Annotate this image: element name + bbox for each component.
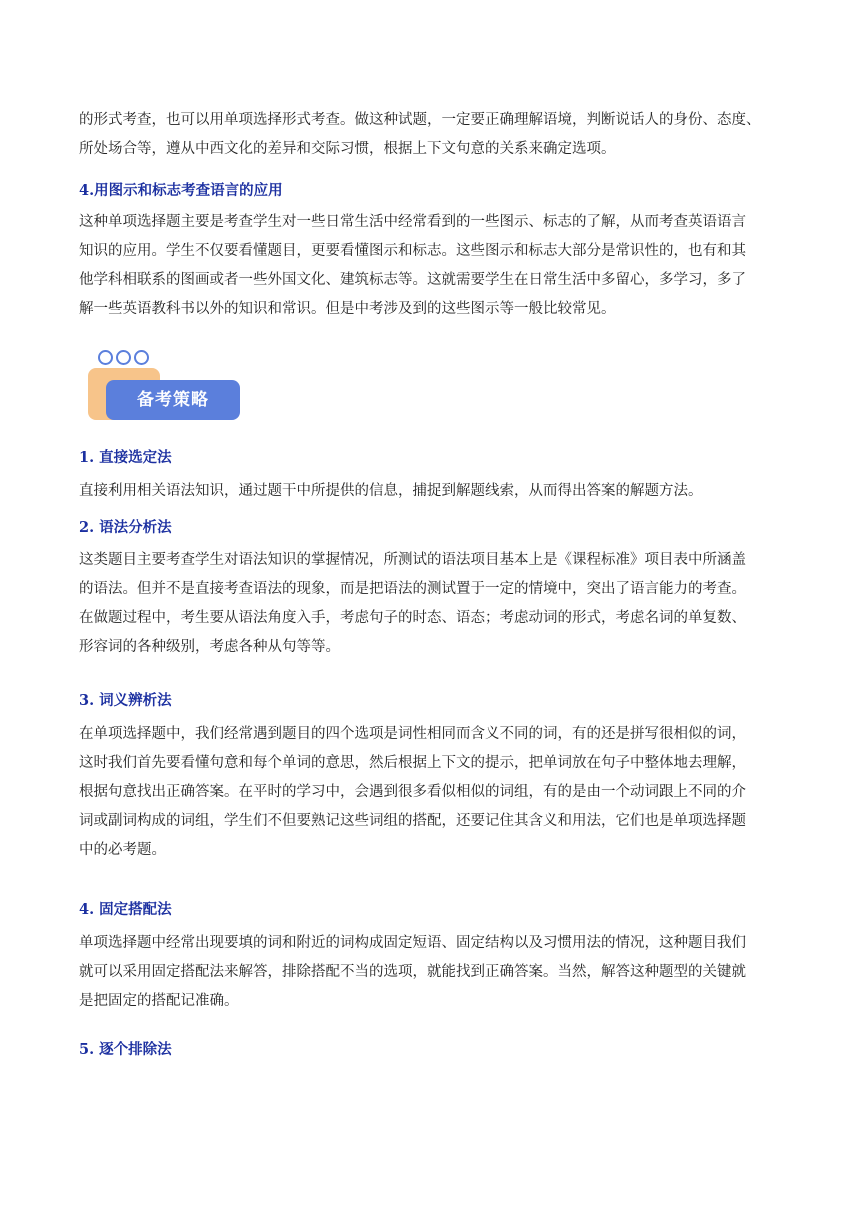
text-line: 他学科相联系的图画或者一些外国文化、建筑标志等。这就需要学生在日常生活中多留心，多学习，多了 — [79, 272, 746, 288]
text-line: 形容词的各种级别，考虑各种从句等等。 — [79, 639, 340, 655]
strategy-paragraph — [79, 720, 791, 865]
badge-label: 备考策略 — [137, 390, 209, 410]
ring-icon — [98, 350, 113, 365]
text-line: 词或副词构成的词组，学生们不但要熟记这些词组的搭配，还要记住其含义和用法，它们也是单项选择题 — [79, 813, 746, 829]
strategy-heading: 2. 语法分析法 — [79, 519, 172, 536]
text-line: 这类题目主要考查学生对语法知识的掌握情况，所测试的语法项目基本上是《课程标准》项目表中所涵盖 — [79, 552, 746, 568]
strategy-heading: 5. 逐个排除法 — [79, 1041, 172, 1058]
text-line: 这时我们首先要看懂句意和每个单词的意思，然后根据上下文的提示，把单词放在句子中整体地去理解， — [79, 755, 746, 771]
text-line: 是把固定的搭配记准确。 — [79, 993, 239, 1009]
text-line: 的语法。但并不是直接考查语法的现象，而是把语法的测试置于一定的情境中，突出了语言能力的考查。 — [79, 581, 746, 597]
section-paragraph — [79, 208, 791, 324]
text-line: 所处场合等，遵从中西文化的差异和交际习惯，根据上下文句意的关系来确定选项。 — [79, 141, 616, 157]
strategy-paragraph — [79, 929, 791, 1016]
strategy-paragraph — [79, 546, 791, 662]
text-line: 根据句意找出正确答案。在平时的学习中，会遇到很多看似相似的词组，有的是由一个动词跟上不同的介 — [79, 784, 746, 800]
section-badge — [88, 350, 248, 430]
intro-paragraph — [79, 106, 791, 164]
strategy-heading: 4. 固定搭配法 — [79, 901, 172, 918]
text-line: 的形式考查，也可以用单项选择形式考查。做这种试题，一定要正确理解语境，判断说话人的身份、态度、 — [79, 112, 761, 128]
strategy-paragraph — [79, 477, 791, 506]
text-line: 知识的应用。学生不仅要看懂题目，更要看懂图示和标志。这些图示和标志大部分是常识性的，也有和其 — [79, 243, 746, 259]
text-line: 解一些英语教科书以外的知识和常识。但是中考涉及到的这些图示等一般比较常见。 — [79, 301, 616, 317]
text-line: 直接利用相关语法知识，通过题干中所提供的信息，捕捉到解题线索，从而得出答案的解题方法。 — [79, 483, 703, 499]
ring-icon — [116, 350, 131, 365]
section-heading: 4.用图示和标志考查语言的应用 — [79, 182, 283, 199]
text-line: 就可以采用固定搭配法来解答，排除搭配不当的选项，就能找到正确答案。当然，解答这种题型的关键就 — [79, 964, 746, 980]
text-line: 单项选择题中经常出现要填的词和附近的词构成固定短语、固定结构以及习惯用法的情况，这种题目我们 — [79, 935, 746, 951]
text-line: 这种单项选择题主要是考查学生对一些日常生活中经常看到的一些图示、标志的了解，从而考查英语语言 — [79, 214, 746, 230]
text-line: 中的必考题。 — [79, 842, 166, 858]
strategy-heading: 3. 词义辨析法 — [79, 692, 172, 709]
text-line: 在单项选择题中，我们经常遇到题目的四个选项是词性相同而含义不同的词，有的还是拼写很相似的词， — [79, 726, 746, 742]
ring-icon — [134, 350, 149, 365]
strategy-heading: 1. 直接选定法 — [79, 449, 172, 466]
text-line: 在做题过程中，考生要从语法角度入手，考虑句子的时态、语态；考虑动词的形式，考虑名词的单复数、 — [79, 610, 746, 626]
